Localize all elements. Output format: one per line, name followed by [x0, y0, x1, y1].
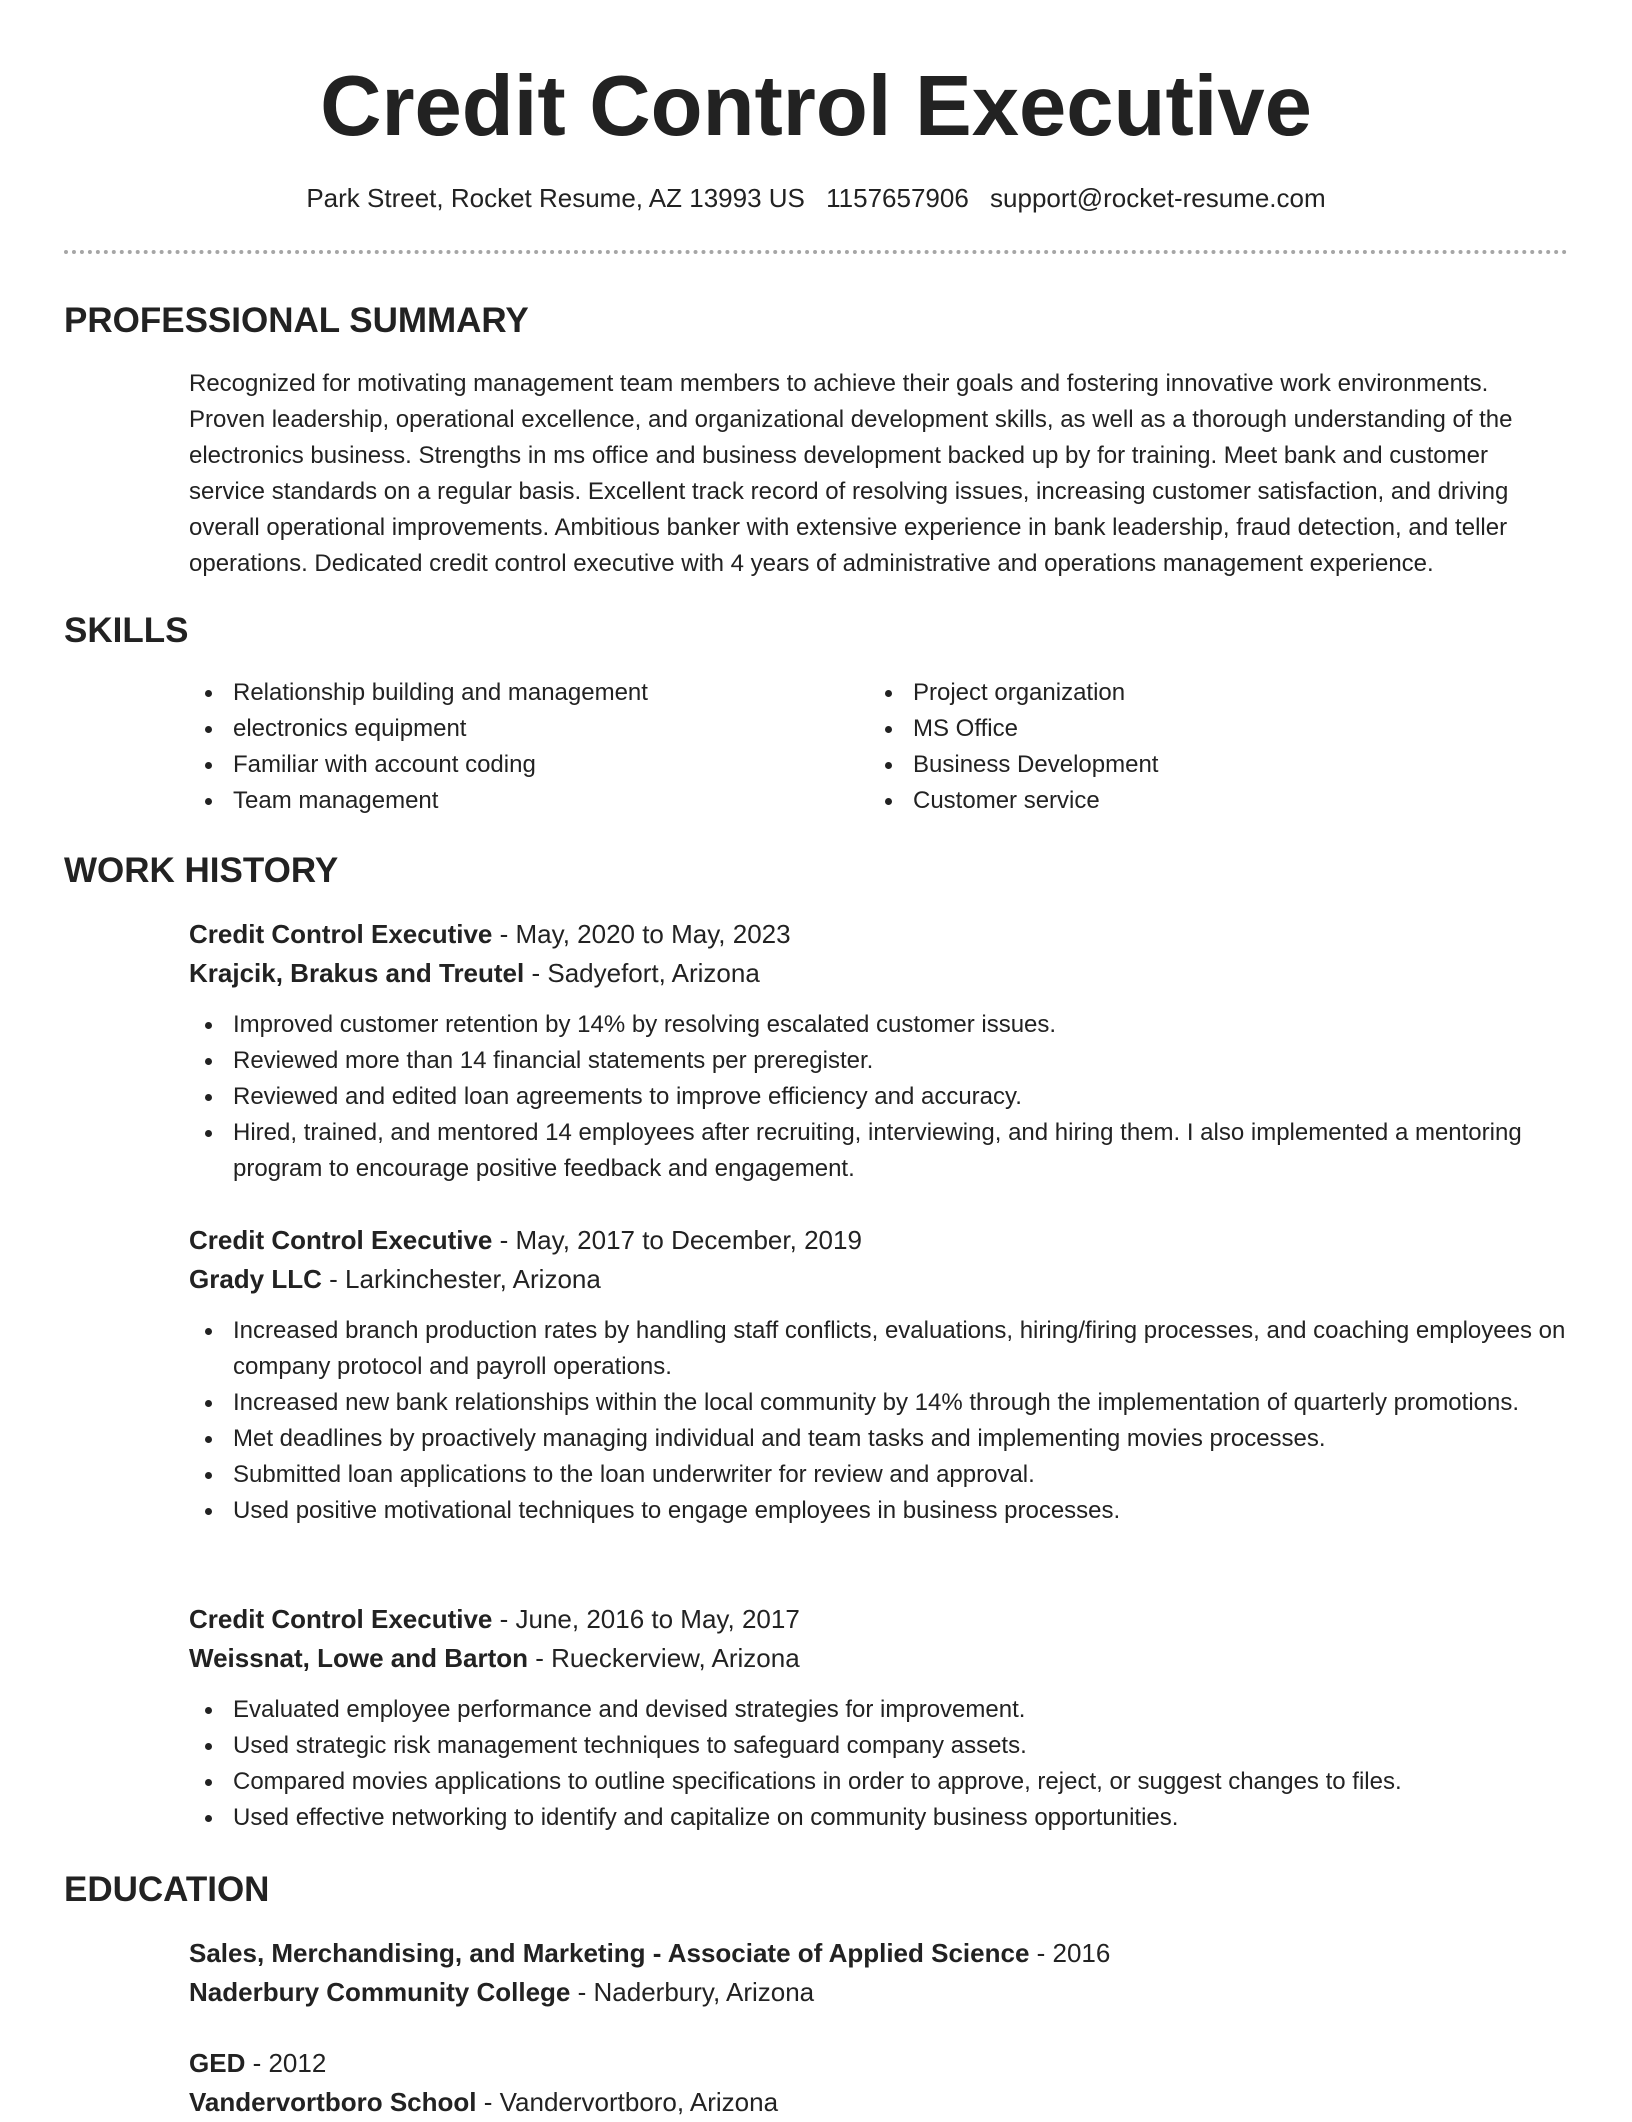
job-company-line — [189, 954, 1569, 993]
work-heading: WORK HISTORY — [64, 851, 339, 890]
contact-email: support@rocket-resume.com — [990, 183, 1326, 213]
job-title: Credit Control Executive — [189, 919, 493, 949]
job-company: Grady LLC — [189, 1264, 322, 1294]
resume-title: Credit Control Executive — [320, 59, 1312, 154]
job-bullet: Compared movies applications to outline specifications in order to approve, reject, or suggest changes to files. — [189, 1764, 1569, 1800]
job-bullets — [189, 1007, 1569, 1187]
job-dates: - May, 2017 to December, 2019 — [492, 1225, 862, 1255]
education-degree-line — [189, 1934, 1569, 1973]
contact-phone: 1157657906 — [826, 183, 969, 213]
skill-item: Customer service — [869, 783, 1549, 819]
summary-text: Recognized for motivating management team members to achieve their goals and fostering innovative work environments. Proven leadership, operational excellence, and organizational development skills, as well as a thorough understanding of the electronics business. Strengths in ms office and business development backed up by for training. Meet bank and customer service standards on a regular basis. Excellent track record of resolving issues, increasing customer satisfaction, and driving overall operational improvements. Ambitious banker with extensive experience in bank leadership, fraud detection, and teller operations. Dedicated credit control executive with 4 years of administrative and operations management experience. — [189, 370, 1513, 577]
job-location: - Rueckerview, Arizona — [528, 1643, 800, 1673]
job-bullet: Increased branch production rates by handling staff conflicts, evaluations, hiring/firing processes, and coaching employees on company protocol and payroll operations. — [189, 1313, 1569, 1385]
education-entry — [189, 2044, 1569, 2122]
job-location: - Sadyefort, Arizona — [524, 958, 760, 988]
education-degree: GED — [189, 2048, 246, 2078]
job-location: - Larkinchester, Arizona — [321, 1264, 601, 1294]
summary-heading: PROFESSIONAL SUMMARY — [64, 301, 529, 340]
education-location: - Naderbury, Arizona — [570, 1977, 815, 2007]
education-degree-line — [189, 2044, 1569, 2083]
skill-item: electronics equipment — [189, 711, 869, 747]
skill-item: Project organization — [869, 675, 1549, 711]
education-location: - Vandervortboro, Arizona — [476, 2087, 779, 2117]
job-bullet: Hired, trained, and mentored 14 employees after recruiting, interviewing, and hiring them. I also implemented a mentoring program to encourage positive feedback and engagement. — [189, 1115, 1569, 1187]
job-entry — [189, 915, 1569, 1187]
education-heading: EDUCATION — [64, 1870, 270, 1909]
job-bullet: Evaluated employee performance and devised strategies for improvement. — [189, 1692, 1569, 1728]
skill-item: Familiar with account coding — [189, 747, 869, 783]
education-school: Vandervortboro School — [189, 2087, 477, 2117]
job-dates: - May, 2020 to May, 2023 — [492, 919, 791, 949]
job-bullet: Reviewed and edited loan agreements to improve efficiency and accuracy. — [189, 1079, 1569, 1115]
job-company-line — [189, 1260, 1569, 1299]
job-title: Credit Control Executive — [189, 1604, 493, 1634]
education-degree: Sales, Merchandising, and Marketing - Associate of Applied Science — [189, 1938, 1030, 1968]
job-bullet: Reviewed more than 14 financial statements per preregister. — [189, 1043, 1569, 1079]
job-bullet: Used effective networking to identify and capitalize on community business opportunities. — [189, 1800, 1569, 1836]
contact-address: Park Street, Rocket Resume, AZ 13993 US — [306, 183, 805, 213]
skill-item: Business Development — [869, 747, 1549, 783]
job-bullet: Met deadlines by proactively managing individual and team tasks and implementing movies processes. — [189, 1421, 1569, 1457]
skill-item: Team management — [189, 783, 869, 819]
job-bullet: Improved customer retention by 14% by resolving escalated customer issues. — [189, 1007, 1569, 1043]
job-title-line — [189, 1221, 1569, 1260]
skills-heading: SKILLS — [64, 611, 189, 650]
job-bullets — [189, 1692, 1569, 1836]
job-dates: - June, 2016 to May, 2017 — [492, 1604, 800, 1634]
education-year: - 2016 — [1029, 1938, 1111, 1968]
contact-line — [0, 180, 1632, 216]
job-bullet: Increased new bank relationships within the local community by 14% through the implementation of quarterly promotions. — [189, 1385, 1569, 1421]
job-bullet: Used strategic risk management techniques to safeguard company assets. — [189, 1728, 1569, 1764]
job-company-line — [189, 1639, 1569, 1678]
education-year: - 2012 — [245, 2048, 327, 2078]
job-title-line — [189, 1600, 1569, 1639]
job-company: Krajcik, Brakus and Treutel — [189, 958, 525, 988]
education-school-line — [189, 1973, 1569, 2012]
job-bullets — [189, 1313, 1569, 1529]
job-bullet: Submitted loan applications to the loan underwriter for review and approval. — [189, 1457, 1569, 1493]
header-divider — [64, 250, 1568, 254]
skill-item: Relationship building and management — [189, 675, 869, 711]
job-entry — [189, 1221, 1569, 1529]
job-bullet: Used positive motivational techniques to engage employees in business processes. — [189, 1493, 1569, 1529]
education-school-line — [189, 2083, 1569, 2122]
job-title-line — [189, 915, 1569, 954]
job-company: Weissnat, Lowe and Barton — [189, 1643, 529, 1673]
education-entry — [189, 1934, 1569, 2012]
education-school: Naderbury Community College — [189, 1977, 571, 2007]
job-entry — [189, 1600, 1569, 1836]
skill-item: MS Office — [869, 711, 1549, 747]
job-title: Credit Control Executive — [189, 1225, 493, 1255]
skills-list — [189, 675, 1569, 819]
